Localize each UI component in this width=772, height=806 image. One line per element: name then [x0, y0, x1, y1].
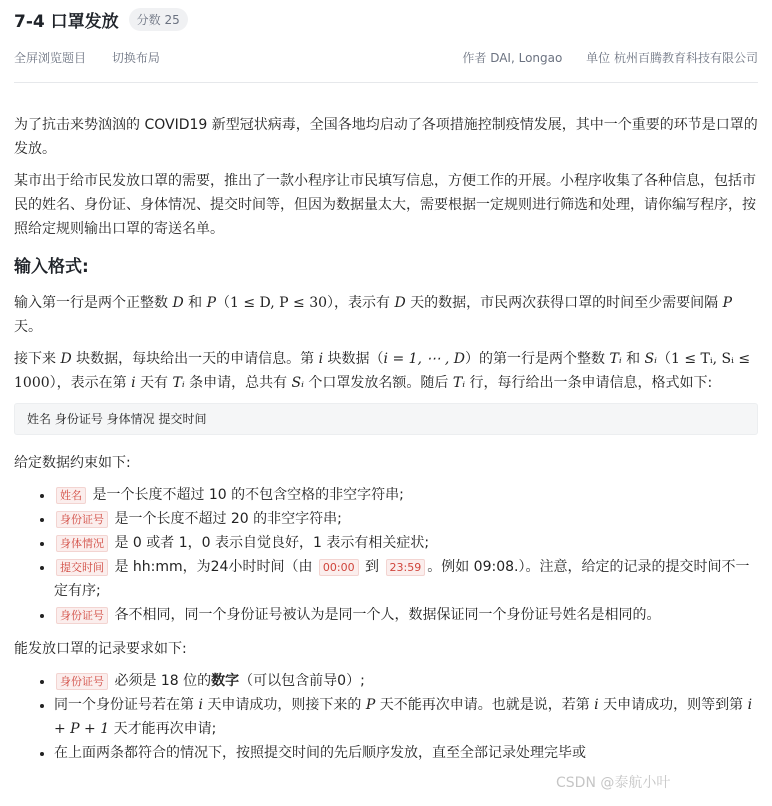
watermark: CSDN @泰航小叶: [556, 775, 671, 791]
code-tag: 身份证号: [56, 673, 108, 690]
rules-list: [14, 669, 758, 765]
list-item: • 身份证号 是一个长度不超过 20 的非空字符串;: [54, 507, 758, 531]
intro-paragraph-1: 为了抗击来势汹汹的 COVID19 新型冠状病毒，全国各地均启动了各项措施控制疫情发展，其中一个重要的环节是口罩的发放。: [14, 117, 758, 157]
problem-header: [0, 0, 772, 83]
code-tag: 00:00: [319, 559, 359, 576]
format-code-block: 姓名 身份证号 身体情况 提交时间: [14, 403, 758, 435]
author-info: 作者 DAI, Longao: [462, 50, 563, 65]
constraints-list: [14, 483, 758, 627]
list-item: • 姓名 是一个长度不超过 10 的不包含空格的非空字符串;: [54, 483, 758, 507]
meta-row: [14, 42, 758, 72]
rules-intro: 能发放口罩的记录要求如下:: [14, 641, 187, 657]
input-paragraph-1: 输入第一行是两个正整数 D 和 P（1 ≤ D, P ≤ 30），表示有 D 天的数据，市民两次获得口罩的时间至少需要间隔 P 天。: [14, 295, 733, 335]
list-item: • 同一个身份证号若在第 i 天申请成功，则接下来的 P 天不能再次申请。也就是说，若第 i 天申请成功，则等到第 i + P + 1 天才能再次申请;: [54, 693, 758, 741]
problem-content: [0, 83, 772, 765]
list-item: • 在上面两条都符合的情况下，按照提交时间的先后顺序发放，直至全部记录处理完毕或: [54, 741, 758, 765]
constraints-intro: 给定数据约束如下:: [14, 455, 131, 471]
list-item: • 身份证号 必须是 18 位的数字（可以包含前导0）;: [54, 669, 758, 693]
list-item: • 身份证号 各不相同，同一个身份证号被认为是同一个人，数据保证同一个身份证号姓名是相同的。: [54, 603, 758, 627]
code-tag: 23:59: [386, 559, 426, 576]
intro-paragraph-2: 某市出于给市民发放口罩的需要，推出了一款小程序让市民填写信息，方便工作的开展。小程序收集了各种信息，包括市民的姓名、身份证、身体情况、提交时间等，但因为数据量太大，需要根据一定规则进行筛选和处理，请你编写程序，按照给定规则输出口罩的寄送名单。: [14, 173, 756, 237]
organization-info: 单位 杭州百腾教育科技有限公司: [586, 50, 758, 65]
switch-layout-link[interactable]: 切换布局: [111, 50, 160, 65]
fullscreen-link[interactable]: 全屏浏览题目: [14, 50, 87, 65]
code-tag: 身体情况: [56, 535, 108, 552]
input-format-heading: 输入格式:: [14, 257, 89, 277]
list-item: • 身体情况 是 0 或者 1，0 表示自觉良好，1 表示有相关症状;: [54, 531, 758, 555]
input-paragraph-2: 接下来 D 块数据，每块给出一天的申请信息。第 i 块数据（i = 1, ⋯ , D）的第一行是两个整数 Tᵢ 和 Sᵢ（1 ≤ Tᵢ, Sᵢ ≤ 1000），表示在第 i 天有 Tᵢ 条申请，总共有 Sᵢ 个口罩发放名额。随后 Tᵢ 行，每行给出一条申请信息，格式如下:: [14, 351, 751, 391]
page-title: 7-4 口罩发放: [14, 11, 119, 32]
list-item: • 提交时间 是 hh:mm，为24小时时间（由 00:00 到 23:59 。例如 09:08.）。注意，给定的记录的提交时间不一定有序;: [54, 555, 758, 603]
code-tag: 提交时间: [56, 559, 108, 576]
code-tag: 身份证号: [56, 511, 108, 528]
code-tag: 身份证号: [56, 607, 108, 624]
score-badge: 分数 25: [129, 8, 188, 31]
code-tag: 姓名: [56, 487, 86, 504]
